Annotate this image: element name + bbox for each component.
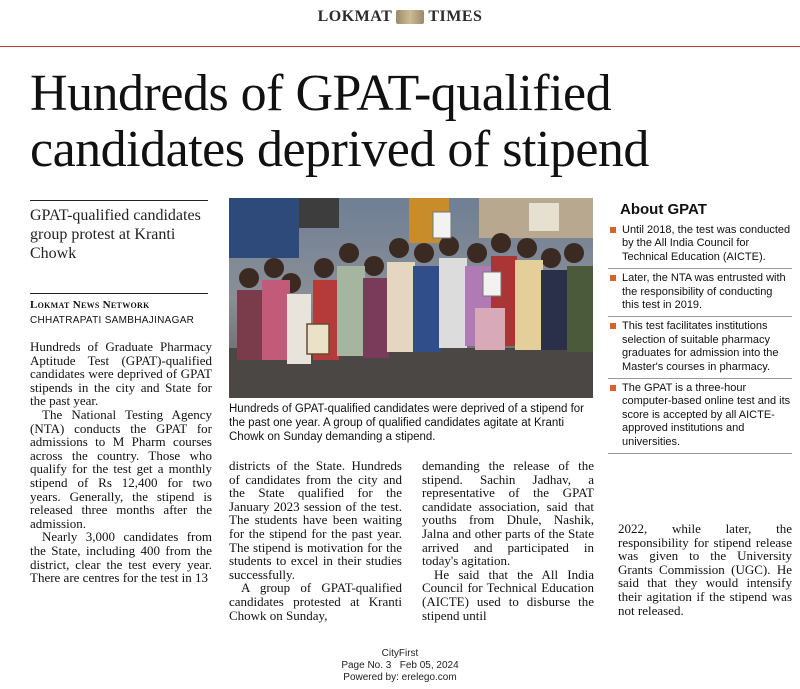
- dateline: CHHATRAPATI SAMBHAJINAGAR: [30, 315, 195, 326]
- article-paragraph: 2022, while later, the responsibility for stipend release was given to the University Grants Commission (UGC). He said that they would intensify their agitation if the stipend was not released.: [618, 521, 792, 618]
- square-bullet-icon: [610, 227, 616, 233]
- square-bullet-icon: [610, 323, 616, 329]
- footer-date: Feb 05, 2024: [399, 660, 459, 671]
- masthead: [0, 8, 800, 26]
- photo-caption: Hundreds of GPAT-qualified candidates were deprived of a stipend for the past one year. A group of qualified candidates agitate at Kranti Chowk on Sunday demanding a stipend.: [229, 403, 585, 443]
- protest-photo-illustration: [229, 198, 593, 398]
- deck-top-rule: [30, 200, 208, 201]
- masthead-divider: [0, 46, 800, 47]
- masthead-logo-icon: [396, 10, 424, 24]
- article-column-3: [422, 459, 594, 622]
- deck: GPAT-qualified candidates group protest at Kranti Chowk: [30, 207, 201, 262]
- deck-bottom-rule: [30, 293, 208, 294]
- page-footer: [0, 648, 800, 684]
- headline-line-2: candidates deprived of stipend: [30, 121, 649, 178]
- masthead-right: TIMES: [428, 8, 483, 25]
- square-bullet-icon: [610, 275, 616, 281]
- headline: [30, 66, 790, 178]
- article-paragraph: He said that the All India Council for Technical Education (AICTE) used to disburse the stipend until: [422, 566, 594, 623]
- byline: Lokmat News Network: [30, 299, 150, 311]
- footer-edition: CityFirst: [381, 648, 419, 659]
- sidebar-item: Until 2018, the test was conducted by the All India Council for Technical Education (AICTE).: [608, 224, 792, 269]
- article-paragraph: Nearly 3,000 candidates from the State, including 400 from the district, clear the test every year. There are centres for the test in 13: [30, 529, 212, 586]
- article-paragraph: demanding the release of the stipend. Sachin Jadhav, a representative of the GPAT candidate association, said that youths from Dhule, Nashik, Jalna and other parts of the State arrived and participated in today's agitation.: [422, 458, 594, 569]
- sidebar-item: The GPAT is a three-hour computer-based online test and its score is accepted by all AICTE-approved institutions and universities.: [608, 382, 792, 454]
- article-paragraph: The National Testing Agency (NTA) conducts the GPAT for admissions to M Pharm courses across the country. Those who qualify for the test get a monthly stipend of Rs 12,400 for two years. Generally, the stipend is released three months after the admission.: [30, 406, 212, 531]
- square-bullet-icon: [610, 385, 616, 391]
- article-column-2: [229, 459, 402, 622]
- article-paragraph: A group of GPAT-qualified candidates protested at Kranti Chowk on Sunday,: [229, 580, 402, 623]
- article-paragraph: districts of the State. Hundreds of candidates from the city and the State qualified for the January 2023 session of the test. The students have been waiting for the stipend for the past year. The stipend is motivation for the students to excel in their studies successfully.: [229, 458, 402, 582]
- about-gpat-sidebar: [608, 224, 792, 457]
- footer-powered-by: Powered by: erelego.com: [343, 672, 457, 683]
- article-column-4: [618, 522, 792, 617]
- footer-page: Page No. 3: [341, 660, 392, 671]
- sidebar-item: Later, the NTA was entrusted with the responsibility of conducting this test in 2019.: [608, 272, 792, 317]
- article-column-1: [30, 340, 212, 585]
- article-paragraph: Hundreds of Graduate Pharmacy Aptitude Test (GPAT)-qualified candidates were deprived of GPAT stipends in the city and State for the past year.: [30, 339, 212, 409]
- protest-photo: [229, 198, 593, 398]
- headline-line-1: Hundreds of GPAT-qualified: [30, 65, 612, 122]
- sidebar-title: About GPAT: [620, 201, 707, 218]
- sidebar-item: This test facilitates institutions selection of suitable pharmacy graduates for admission into the Master's courses in pharmacy.: [608, 320, 792, 379]
- masthead-left: LOKMAT: [317, 8, 393, 25]
